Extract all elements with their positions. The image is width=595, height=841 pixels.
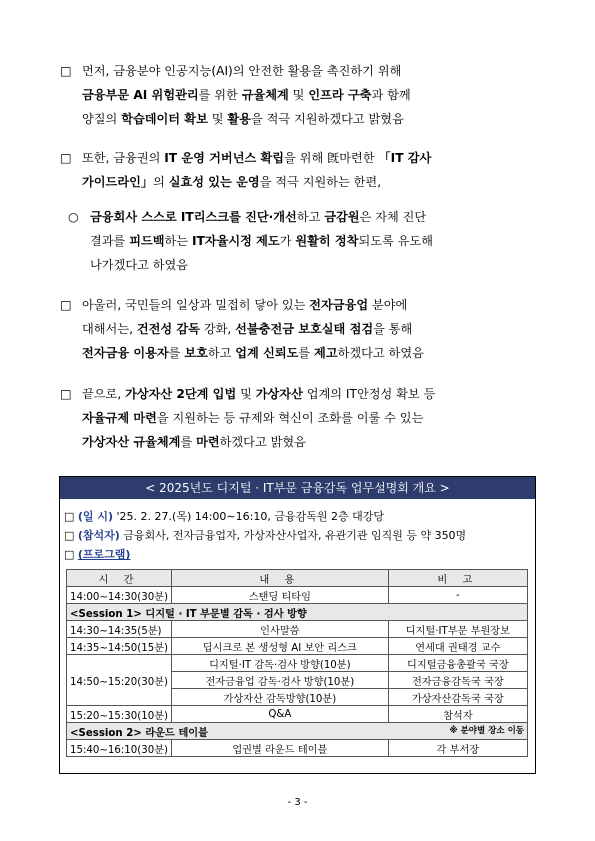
p3-text: 하는 xyxy=(164,234,192,248)
p5-text: 를 xyxy=(180,435,197,449)
p1-bold: 활용 xyxy=(227,112,251,126)
cell-content: 가상자산 감독방향(10분) xyxy=(172,689,389,706)
p5-text: 하겠다고 밝혔음 xyxy=(219,435,306,449)
cell-note: 연세대 권태경 교수 xyxy=(388,638,527,655)
cell-note: 디지털·IT부문 부원장보 xyxy=(388,621,527,638)
date-label: (일 시) xyxy=(77,510,114,523)
program-label: (프로그램) xyxy=(77,548,131,561)
paragraph-2 xyxy=(60,146,540,194)
paragraph-3 xyxy=(68,205,543,277)
p1-bold: 인프라 구축 xyxy=(308,88,372,102)
cell-time: 14:50∼15:20(30분) xyxy=(67,655,172,706)
p3-text: 가 xyxy=(279,234,296,248)
p3-bold: 피드백 xyxy=(129,234,165,248)
p1-text: 양질의 xyxy=(82,112,122,126)
cell-content: 인사말씀 xyxy=(172,621,389,638)
program-row: □ (프로그램) xyxy=(64,548,131,561)
cell-content: Q&A xyxy=(172,706,389,723)
p1-text: 과 함께 xyxy=(371,88,411,102)
p4-text: 강화, xyxy=(199,322,236,336)
p4-text: 를 xyxy=(298,346,315,360)
session-2-note: ※ 분야별 장소 이동 xyxy=(449,725,524,736)
bullet-square: □ xyxy=(60,387,72,401)
session-row xyxy=(67,604,528,621)
cell-note: 각 부서장 xyxy=(388,740,527,757)
header-content: 내 용 xyxy=(172,570,389,587)
bullet-square: □ xyxy=(60,64,72,78)
p2-bold: 실효성 있는 운영 xyxy=(168,175,260,189)
p2-text: 의 xyxy=(153,175,169,189)
p5-text: 업계의 IT안정성 확보 등 xyxy=(302,387,436,401)
p5-bold: 가상자산 규율체계 xyxy=(82,435,181,449)
table-row xyxy=(67,655,528,672)
cell-content: 업권별 라운드 테이블 xyxy=(172,740,389,757)
p4-text: 하고 xyxy=(207,346,236,360)
session-2-cell xyxy=(67,723,528,740)
p1-text: 및 xyxy=(207,112,228,126)
p1-text: 를 위한 xyxy=(198,88,242,102)
cell-time: 14:35∼14:50(15분) xyxy=(67,638,172,655)
p4-bold: 선불충전금 보호실태 점검 xyxy=(235,322,374,336)
date-row: □ (일 시) '25. 2. 27.(목) 14:00∼16:10, 금융감독원 2층 대강당 xyxy=(64,510,384,523)
event-overview-box xyxy=(59,476,536,774)
p2-text: 을 적극 지원하는 한편, xyxy=(259,175,382,189)
session-row xyxy=(67,723,528,740)
cell-time: 14:00∼14:30(30분) xyxy=(67,587,172,604)
header-note: 비 고 xyxy=(388,570,527,587)
cell-content: 스탠딩 티타임 xyxy=(172,587,389,604)
p5-bold: 마련 xyxy=(196,435,220,449)
program-table xyxy=(66,569,528,757)
p3-text: 결과를 xyxy=(90,234,130,248)
p4-text: 대해서는, xyxy=(82,322,137,336)
p4-bold: 보호 xyxy=(184,346,208,360)
p2-bold: 「IT 감사 xyxy=(378,151,432,165)
p2-bold: 가이드라인」 xyxy=(82,175,154,189)
event-info xyxy=(60,507,535,564)
cell-time: 15:20∼15:30(10분) xyxy=(67,706,172,723)
p1-text: 을 적극 지원하겠다고 밝혔음 xyxy=(250,112,404,126)
cell-note: 디지털금융총괄국 국장 xyxy=(388,655,527,672)
attendees-value: 금융회사, 전자금융업자, 가상자산사업자, 유관기관 임직원 등 약 350명 xyxy=(119,529,467,542)
p4-bold: 건전성 감독 xyxy=(136,322,200,336)
cell-content: 딥시크로 본 생성형 AI 보안 리스크 xyxy=(172,638,389,655)
cell-content: 디지털·IT 감독·검사 방향(10분) xyxy=(172,655,389,672)
p5-bold: 가상자산 xyxy=(255,387,303,401)
p5-text: 끝으로, xyxy=(82,387,126,401)
bullet-square: □ xyxy=(60,151,72,165)
session-2-title: <Session 2> 라운드 테이블 xyxy=(70,727,208,739)
p3-text: 나가겠다고 하였음 xyxy=(90,258,189,272)
p4-text: 를 xyxy=(168,346,185,360)
p5-bold: 가상자산 2단계 입법 xyxy=(125,387,237,401)
p4-text: 을 통해 xyxy=(373,322,413,336)
p4-text: 분야에 xyxy=(368,298,408,312)
p1-text: 및 xyxy=(288,88,309,102)
p2-text: 또한, 금융권의 xyxy=(82,151,165,165)
p4-text: 하겠다고 하였음 xyxy=(337,346,424,360)
paragraph-5 xyxy=(60,382,540,454)
p2-bold: IT 운영 거버넌스 확립 xyxy=(164,151,285,165)
cell-content: 전자금융업 감독·검사 방향(10분) xyxy=(172,672,389,689)
table-row xyxy=(67,587,528,604)
p5-text: 을 지원하는 등 규제와 혁신이 조화를 이룰 수 있는 xyxy=(156,411,424,425)
table-row xyxy=(67,740,528,757)
table-row xyxy=(67,706,528,723)
p4-text: 아울러, 국민들의 일상과 밀접히 닿아 있는 xyxy=(82,298,310,312)
p1-line1: 먼저, 금융분야 인공지능(AI)의 안전한 활용을 촉진하기 위해 xyxy=(82,64,402,78)
cell-note: 전자금융감독국 국장 xyxy=(388,672,527,689)
bullet-square: □ xyxy=(60,298,72,312)
page-number: - 3 - xyxy=(287,797,308,808)
p1-bold: 금융부문 AI 위험관리 xyxy=(82,88,199,102)
date-value: '25. 2. 27.(목) 14:00∼16:10, 금융감독원 2층 대강당 xyxy=(113,510,384,523)
cell-note: 참석자 xyxy=(388,706,527,723)
p3-bold: 원활히 정착 xyxy=(295,234,359,248)
p4-bold: 전자금융업 xyxy=(309,298,369,312)
session-1-title: <Session 1> 디지털 · IT 부문별 감독 · 검사 방향 xyxy=(67,604,528,621)
p3-text: 하고 xyxy=(296,210,325,224)
p3-bold: 금감원 xyxy=(324,210,360,224)
table-row xyxy=(67,621,528,638)
table-row xyxy=(67,638,528,655)
cell-time: 15:40∼16:10(30분) xyxy=(67,740,172,757)
cell-time: 14:30∼14:35(5분) xyxy=(67,621,172,638)
p4-bold: 전자금융 이용자 xyxy=(82,346,169,360)
bullet-circle: ○ xyxy=(68,210,79,224)
p5-bold: 자율규제 마련 xyxy=(82,411,157,425)
p1-bold: 학습데이터 확보 xyxy=(121,112,208,126)
p4-bold: 업계 신뢰도 xyxy=(235,346,299,360)
paragraph-1 xyxy=(60,59,540,131)
paragraph-4 xyxy=(60,293,540,365)
p5-text: 및 xyxy=(236,387,256,401)
attendees-row: □ (참석자) 금융회사, 전자금융업자, 가상자산사업자, 유관기관 임직원 등 약 350명 xyxy=(64,529,467,542)
table-header xyxy=(67,570,528,587)
p3-text: 되도록 유도해 xyxy=(358,234,433,248)
p4-bold: 제고 xyxy=(314,346,338,360)
cell-note: 가상자산감독국 국장 xyxy=(388,689,527,706)
attendees-label: (참석자) xyxy=(77,529,120,542)
p3-bold: 금융회사 스스로 IT리스크를 진단·개선 xyxy=(90,210,297,224)
header-time: 시 간 xyxy=(67,570,172,587)
box-title: < 2025년도 디지털 · IT부문 금융감독 업무설명회 개요 > xyxy=(60,477,535,499)
p3-bold: IT자율시정 제도 xyxy=(191,234,280,248)
p2-text: 을 위해 旣마련한 xyxy=(284,151,379,165)
cell-note: - xyxy=(388,587,527,604)
p3-text: 은 자체 진단 xyxy=(359,210,427,224)
p1-bold: 규율체계 xyxy=(241,88,289,102)
